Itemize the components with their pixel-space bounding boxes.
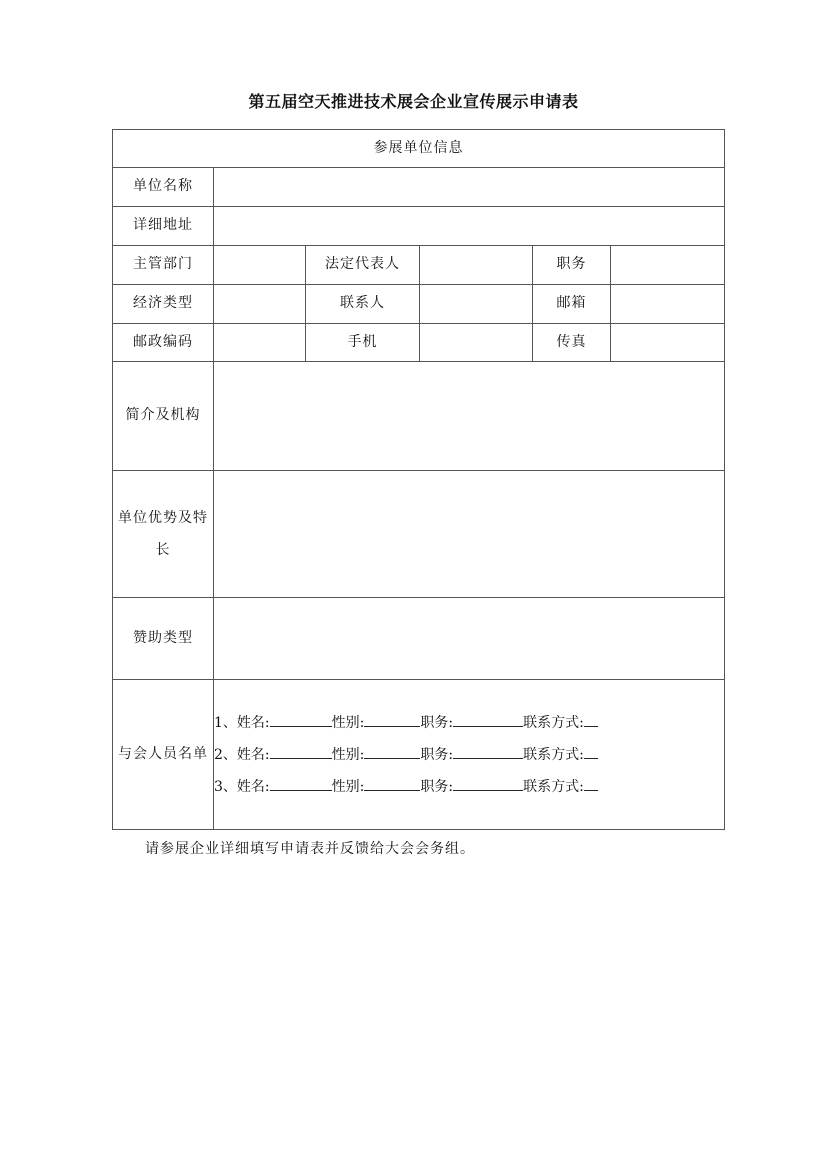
section-header-row: [113, 130, 725, 168]
attendee-gender-label: 性别: [331, 746, 360, 763]
address-label: 详细地址: [113, 207, 214, 246]
attendee-name-blank[interactable]: [270, 711, 332, 727]
form-title: 第五届空天推进技术展会企业宣传展示申请表: [248, 92, 579, 111]
intro-label: 简介及机构: [113, 362, 214, 471]
sponsor-type-label: 赞助类型: [113, 598, 214, 680]
attendee-name-blank[interactable]: [270, 775, 332, 791]
attendee-gender-blank[interactable]: [364, 711, 420, 727]
fax-field[interactable]: [611, 324, 725, 362]
department-label: 主管部门: [113, 246, 214, 285]
attendee-number: 2、: [214, 746, 237, 763]
position-field[interactable]: [611, 246, 725, 285]
attendee-contact-label: 联系方式: [523, 714, 580, 731]
attendee-position-label: 职务: [420, 778, 449, 795]
advantages-field[interactable]: [214, 471, 725, 598]
legal-rep-field[interactable]: [420, 246, 533, 285]
attendees-row: [113, 680, 725, 830]
attendee-name-blank[interactable]: [270, 743, 332, 759]
fax-label: 传真: [533, 324, 611, 362]
postal-code-label: 邮政编码: [113, 324, 214, 362]
attendee-number: 1、: [214, 714, 237, 731]
intro-row: [113, 362, 725, 471]
contact-person-label: 联系人: [306, 285, 420, 324]
department-field[interactable]: [214, 246, 306, 285]
advantages-row: [113, 471, 725, 598]
attendee-gender-blank[interactable]: [364, 743, 420, 759]
legal-rep-label: 法定代表人: [306, 246, 420, 285]
economic-type-row: [113, 285, 725, 324]
mobile-label: 手机: [306, 324, 420, 362]
attendee-gender-blank[interactable]: [364, 775, 420, 791]
economic-type-label: 经济类型: [113, 285, 214, 324]
attendee-contact-blank[interactable]: [584, 711, 598, 727]
intro-field[interactable]: [214, 362, 725, 471]
application-form-table: [112, 129, 725, 830]
attendee-position-blank[interactable]: [453, 743, 523, 759]
attendee-number: 3、: [214, 778, 237, 795]
attendee-contact-blank[interactable]: [584, 775, 598, 791]
attendee-position-blank[interactable]: [453, 711, 523, 727]
attendee-position-blank[interactable]: [453, 775, 523, 791]
attendee-position-label: 职务: [420, 714, 449, 731]
postal-code-row: [113, 324, 725, 362]
position-label: 职务: [533, 246, 611, 285]
section-header: 参展单位信息: [113, 130, 725, 168]
address-row: [113, 207, 725, 246]
attendee-line: 2、姓名: 性别: 职务: 联系方式:: [214, 739, 724, 771]
email-label: 邮箱: [533, 285, 611, 324]
mobile-field[interactable]: [420, 324, 533, 362]
attendee-line: 3、姓名: 性别: 职务: 联系方式:: [214, 771, 724, 803]
sponsor-type-field[interactable]: [214, 598, 725, 680]
footer-note: 请参展企业详细填写申请表并反馈给大会会务组。: [145, 841, 475, 857]
attendee-position-label: 职务: [420, 746, 449, 763]
email-field[interactable]: [611, 285, 725, 324]
attendees-label: 与会人员名单: [113, 680, 214, 830]
attendee-gender-label: 性别: [331, 714, 360, 731]
contact-person-field[interactable]: [420, 285, 533, 324]
unit-name-label: 单位名称: [113, 168, 214, 207]
unit-name-row: [113, 168, 725, 207]
attendee-gender-label: 性别: [331, 778, 360, 795]
attendee-contact-label: 联系方式: [523, 746, 580, 763]
attendee-name-label: 姓名: [236, 746, 265, 763]
department-row: [113, 246, 725, 285]
attendee-name-label: 姓名: [236, 778, 265, 795]
advantages-label: 单位优势及特长: [113, 471, 214, 598]
attendee-name-label: 姓名: [236, 714, 265, 731]
sponsor-type-row: [113, 598, 725, 680]
economic-type-field[interactable]: [214, 285, 306, 324]
address-field[interactable]: [214, 207, 725, 246]
attendee-contact-blank[interactable]: [584, 743, 598, 759]
attendees-list: [214, 680, 725, 830]
attendee-line: 1、姓名: 性别: 职务: 联系方式:: [214, 707, 724, 739]
unit-name-field[interactable]: [214, 168, 725, 207]
postal-code-field[interactable]: [214, 324, 306, 362]
attendee-contact-label: 联系方式: [523, 778, 580, 795]
